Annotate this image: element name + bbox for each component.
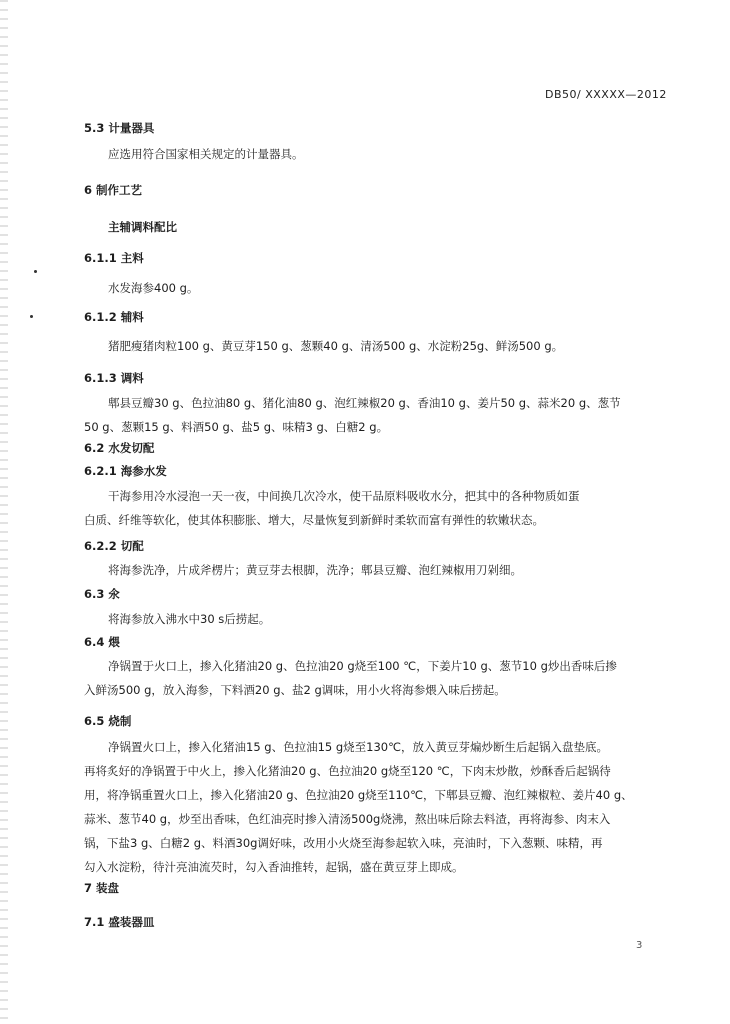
margin-mark [34,270,37,273]
section-heading: 6.4 煨 [84,635,120,649]
document-code: DB50/ XXXXX—2012 [545,88,667,101]
section-heading: 6.3 氽 [84,587,120,601]
paragraph-line: 蒜米、葱节40 g，炒至出香味，色红油亮时掺入清汤500g烧沸，熬出味后除去料渣，再将海参、肉末入 [84,812,611,826]
scan-edge-artifact [0,0,8,1024]
section-heading: 7.1 盛装器皿 [84,915,155,929]
paragraph-line: 郫县豆瓣30 g、色拉油80 g、猪化油80 g、泡红辣椒20 g、香油10 g、姜片50 g、蒜米20 g、葱节 [108,396,621,410]
paragraph-line: 猪肥瘦猪肉粒100 g、黄豆芽150 g、葱颗40 g、清汤500 g、水淀粉25g、鲜汤500 g。 [108,339,564,353]
section-heading: 6.1.3 调料 [84,371,144,385]
paragraph-line: 将海参洗净，片成斧楞片；黄豆芽去根脚，洗净；郫县豆瓣、泡红辣椒用刀剁细。 [108,563,522,577]
paragraph-line: 再将炙好的净锅置于中火上，掺入化猪油20 g、色拉油20 g烧至120 ℃，下肉末炒散，炒酥香后起锅待 [84,764,611,778]
paragraph-line: 锅，下盐3 g、白糖2 g、料酒30g调好味，改用小火烧至海参起软入味，亮油时，下入葱颗、味精，再 [84,836,603,850]
paragraph-line: 水发海参400 g。 [108,281,199,295]
paragraph-line: 净锅置于火口上，掺入化猪油20 g、色拉油20 g烧至100 ℃，下姜片10 g、葱节10 g炒出香味后掺 [108,659,617,673]
margin-mark [30,315,33,318]
paragraph-line: 应选用符合国家相关规定的计量器具。 [108,147,304,161]
paragraph-line: 50 g、葱颗15 g、料酒50 g、盐5 g、味精3 g、白糖2 g。 [84,420,389,434]
paragraph-line: 将海参放入沸水中30 s后捞起。 [108,612,271,626]
section-heading: 6.2.2 切配 [84,539,144,553]
section-heading: 5.3 计量器具 [84,121,155,135]
paragraph-line: 勾入水淀粉，待汁亮油流芡时，勾入香油推转，起锅，盛在黄豆芽上即成。 [84,860,464,874]
section-heading: 6.1.2 辅料 [84,310,144,324]
page-number: 3 [636,940,643,951]
section-heading: 6.5 烧制 [84,714,132,728]
section-heading: 6 制作工艺 [84,183,143,197]
section-heading: 主辅调料配比 [108,220,177,234]
paragraph-line: 白质、纤维等软化，使其体积膨胀、增大，尽量恢复到新鲜时柔软而富有弹性的软嫩状态。 [84,513,544,527]
section-heading: 6.2.1 海参水发 [84,464,167,478]
paragraph-line: 用，将净锅重置火口上，掺入化猪油20 g、色拉油20 g烧至110℃，下郫县豆瓣、泡红辣椒粒、姜片40 g、 [84,788,633,802]
section-heading: 6.2 水发切配 [84,441,155,455]
paragraph-line: 净锅置火口上，掺入化猪油15 g、色拉油15 g烧至130℃，放入黄豆芽煸炒断生后起锅入盘垫底。 [108,740,609,754]
paragraph-line: 干海参用冷水浸泡一天一夜，中间换几次冷水，使干品原料吸收水分，把其中的各种物质如蛋 [108,489,580,503]
section-heading: 7 装盘 [84,881,120,895]
section-heading: 6.1.1 主料 [84,251,144,265]
paragraph-line: 入鲜汤500 g，放入海参，下料酒20 g、盐2 g调味，用小火将海参煨入味后捞起。 [84,683,506,697]
